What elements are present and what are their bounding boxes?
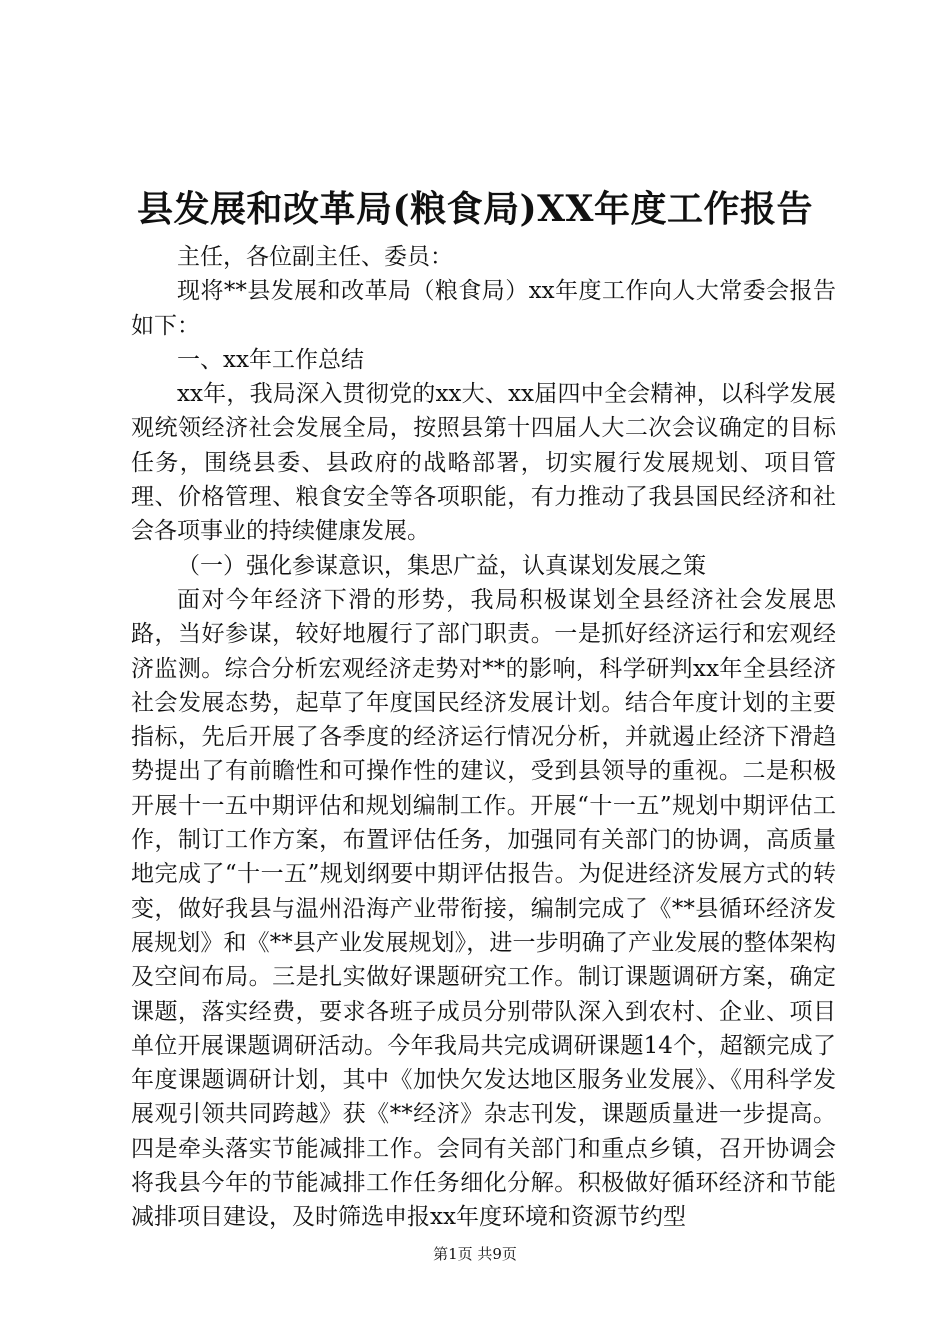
salutation-paragraph: 主任，各位副主任、委员： xyxy=(177,244,453,270)
section-heading: 一、xx年工作总结 xyxy=(177,346,364,373)
subsection-heading: （一）强化参谋意识，集思广益，认真谋划发展之策 xyxy=(177,552,706,579)
document-body xyxy=(131,240,836,1235)
detail-paragraph: 面对今年经济下滑的形势，我局积极谋划全县经济社会发展思路，当好参谋，较好地履行了部门职责。一是抓好经济运行和宏观经济监测。综合分析宏观经济走势对**的影响，科学研判xx年全县经济社会发展态势，起草了年度国民经济发展计划。结合年度计划的主要指标，先后开展了各季度的经济运行情况分析，并就遏止经济下滑趋势提出了有前瞻性和可操作性的建议，受到县领导的重视。二是积极开展十一五中期评估和规划编制工作。开展“十一五”规划中期评估工作，制订工作方案，布置评估任务，加强同有关部门的协调，高质量地完成了“十一五”规划纲要中期评估报告。为促进经济发展方式的转变，做好我县与温州沿海产业带衔接，编制完成了《**县循环经济发展规划》和《**县产业发展规划》，进一步明确了产业发展的整体架构及空间布局。三是扎实做好课题研究工作。制订课题调研方案，确定课题，落实经费，要求各班子成员分别带队深入到农村、企业、项目单位开展课题调研活动。今年我局共完成调研课题14个，超额完成了年度课题调研计划，其中《加快欠发达地区服务业发展》、《用科学发展观引领共同跨越》获《**经济》杂志刊发，课题质量进一步提高。四是牵头落实节能减排工作。会同有关部门和重点乡镇，召开协调会将我县今年的节能减排工作任务细化分解。积极做好循环经济和节能减排项目建设，及时筛选申报xx年度环境和资源节约型 xyxy=(131,586,836,1231)
intro-paragraph: 现将**县发展和改革局（粮食局）xx年度工作向人大常委会报告如下： xyxy=(131,278,836,339)
summary-paragraph: xx年，我局深入贯彻党的xx大、xx届四中全会精神，以科学发展观统领经济社会发展全局，按照县第十四届人大二次会议确定的目标任务，围绕县委、县政府的战略部署，切实履行发展规划、项目管理、价格管理、粮食安全等各项职能，有力推动了我县国民经济和社会各项事业的持续健康发展。 xyxy=(131,381,836,545)
page-number-footer: 第1页 共9页 xyxy=(433,1245,517,1263)
document-title: 县发展和改革局(粮食局)XX年度工作报告 xyxy=(137,188,813,230)
